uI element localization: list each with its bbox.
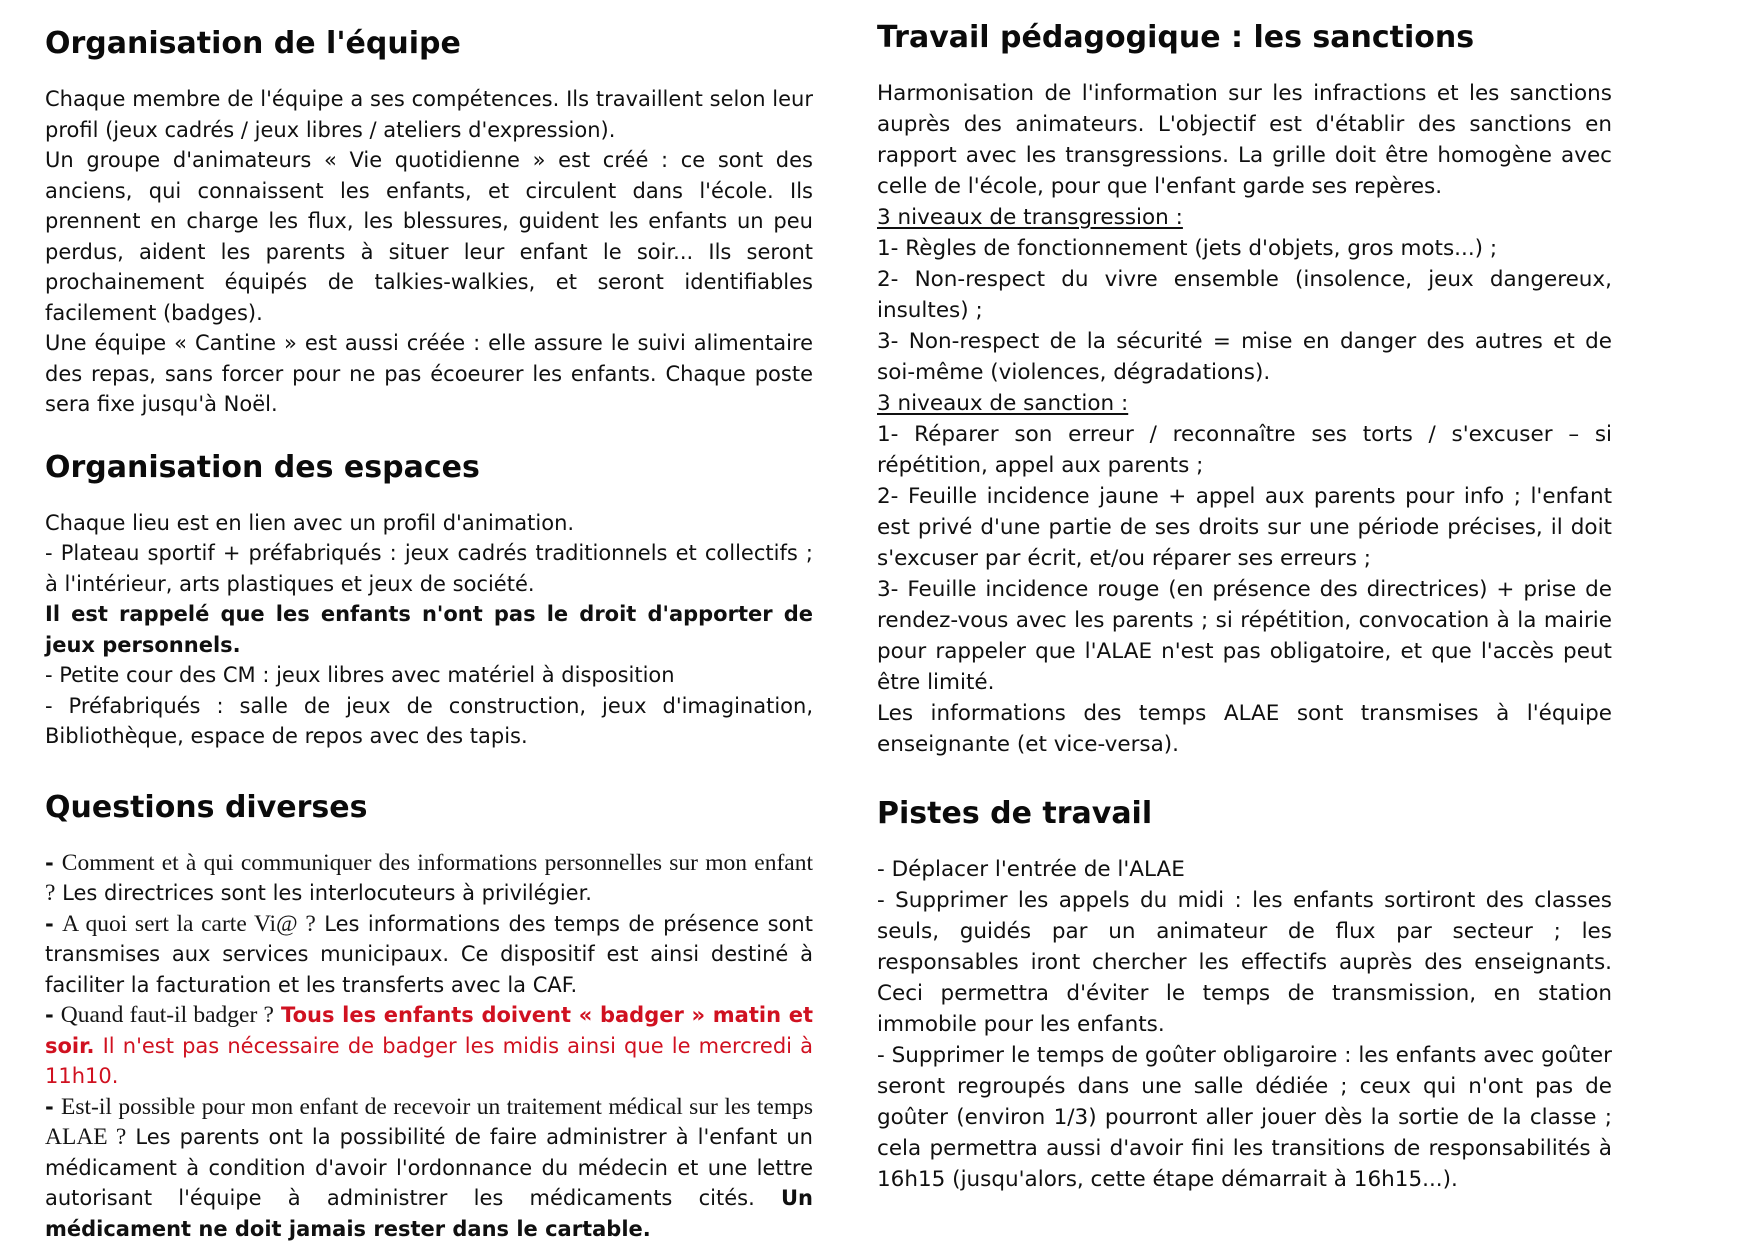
- sanction-item: 3- Feuille incidence rouge (en présence des directrices) + prise de rendez-vous avec les parents ; si répétition, convocation à la mairie pour rappeler que l'ALAE n'est pas obligatoire, et que l'accès peut être limité.: [877, 577, 1612, 695]
- section-organisation-espaces: [45, 450, 813, 752]
- section-questions-diverses: [45, 790, 813, 1241]
- transgression-item: 1- Règles de fonctionnement (jets d'objets, gros mots...) ;: [877, 236, 1498, 261]
- qa-answer-red: Il n'est pas nécessaire de badger les midis ainsi que le mercredi à 11h10.: [45, 1033, 813, 1088]
- paragraph: Chaque lieu est en lien avec un profil d'animation.: [45, 510, 575, 535]
- paragraph: Harmonisation de l'information sur les infractions et les sanctions auprès des animateurs. L'objectif est d'établir des sanctions en rapport avec les transgressions. La grille doit être homogène avec celle de l'école, pour que l'enfant garde ses repères.: [877, 81, 1612, 199]
- list-item: - Supprimer les appels du midi : les enfants sortiront des classes seuls, guidés par un animateur de flux par secteur ; les responsables iront chercher les effectifs auprès des enseignants. Ceci permettra d'éviter le temps de transmission, en station immobile pour les enfants.: [877, 888, 1612, 1037]
- list-item: - Petite cour des CM : jeux libres avec matériel à disposition: [45, 663, 675, 687]
- sanction-item: 2- Feuille incidence jaune + appel aux parents pour info ; l'enfant est privé d'une partie de ses droits sur une période précises, il doit s'excuser par écrit, et/ou réparer ses erreurs ;: [877, 484, 1612, 571]
- subheading-transgressions: 3 niveaux de transgression :: [877, 205, 1183, 230]
- qa-item: [45, 1092, 813, 1241]
- paragraph: Un groupe d'animateurs « Vie quotidienne » est créé : ce sont des anciens, qui connaissent les enfants, et circulent dans l'école. Ils prennent en charge les flux, les blessures, guident les enfants un peu perdus, aident les parents à situer leur enfant le soir... Ils seront prochainement équipés de talkies-walkies, et seront identifiables facilement (badges).: [45, 148, 813, 325]
- qa-dash: -: [45, 850, 54, 875]
- qa-dash: -: [45, 1094, 54, 1119]
- qa-question: A quoi sert la carte Vi@ ?: [62, 910, 316, 937]
- qa-answer-highlight: Tous les enfants doivent « badger » matin et soir.: [45, 1003, 813, 1058]
- qa-answer: Les informations des temps de présence sont transmises aux services municipaux. Ce dispositif est ainsi destiné à faciliter la facturation et les transferts avec la CAF.: [45, 911, 813, 997]
- section-title-pistes-de-travail: Pistes de travail: [877, 796, 1153, 831]
- qa-question: Comment et à qui communiquer des informations personnelles sur mon enfant ?: [45, 849, 813, 906]
- list-item: - Préfabriqués : salle de jeux de construction, jeux d'imagination, Bibliothèque, espace de repos avec des tapis.: [45, 693, 813, 748]
- list-item: - Plateau sportif + préfabriqués : jeux cadrés traditionnels et collectifs ; à l'intérieur, arts plastiques et jeux de société.: [45, 541, 813, 596]
- qa-dash: -: [45, 1003, 54, 1027]
- right-column: [877, 20, 1612, 1195]
- section-title-questions-diverses: Questions diverses: [45, 789, 368, 825]
- paragraph-bold-rule: Il est rappelé que les enfants n'ont pas le droit d'apporter de jeux personnels.: [45, 602, 813, 657]
- section-pistes-de-travail: [877, 796, 1612, 1195]
- paragraph: Chaque membre de l'équipe a ses compétences. Ils travaillent selon leur profil (jeux cadrés / jeux libres / ateliers d'expression).: [45, 87, 813, 142]
- qa-item: [45, 848, 813, 909]
- list-item: - Déplacer l'entrée de l'ALAE: [877, 857, 1185, 882]
- section-title-travail-pedagogique: Travail pédagogique : les sanctions: [877, 20, 1475, 55]
- transgression-item: 2- Non-respect du vivre ensemble (insolence, jeux dangereux, insultes) ;: [877, 267, 1612, 323]
- qa-answer: Les directrices sont les interlocuteurs à privilégier.: [62, 881, 592, 905]
- qa-dash: -: [45, 911, 54, 936]
- paragraph: Une équipe « Cantine » est aussi créée : elle assure le suivi alimentaire des repas, sans forcer pour ne pas écoeurer les enfants. Chaque poste sera fixe jusqu'à Noël.: [45, 331, 813, 416]
- sanction-item: 1- Réparer son erreur / reconnaître ses torts / s'excuser – si répétition, appel aux parents ;: [877, 422, 1612, 478]
- transgression-item: 3- Non-respect de la sécurité = mise en danger des autres et de soi-même (violences, dégradations).: [877, 329, 1612, 385]
- section-title-organisation-espaces: Organisation des espaces: [45, 449, 480, 485]
- qa-answer-bold: Un médicament ne doit jamais rester dans le cartable.: [45, 1186, 813, 1241]
- subheading-sanctions: 3 niveaux de sanction :: [877, 391, 1129, 416]
- section-travail-pedagogique: [877, 20, 1612, 760]
- section-organisation-equipe: [45, 26, 813, 420]
- qa-item: [45, 909, 813, 1001]
- qa-item: [45, 1000, 813, 1092]
- section-title-organisation-equipe: Organisation de l'équipe: [45, 26, 461, 61]
- qa-question: Est-il possible pour mon enfant de recevoir un traitement médical sur les temps ALAE ?: [45, 1093, 813, 1150]
- paragraph: Les informations des temps ALAE sont transmises à l'équipe enseignante (et vice-versa).: [877, 701, 1612, 757]
- list-item: - Supprimer le temps de goûter obligaroire : les enfants avec goûter seront regroupés dans une salle dédiée ; ceux qui n'ont pas de goûter (environ 1/3) pourront aller jouer dès la sortie de la classe ; cela permettra aussi d'avoir fini les transitions de responsabilités à 16h15 (jusqu'alors, cette étape démarrait à 16h15...).: [877, 1043, 1612, 1192]
- qa-question: Quand faut-il badger ?: [60, 1002, 274, 1028]
- left-column: [45, 26, 813, 1241]
- qa-answer: Les parents ont la possibilité de faire administrer à l'enfant un médicament à condition d'avoir l'ordonnance du médecin et une lettre autorisant l'équipe à administrer les médicaments cités.: [45, 1125, 813, 1210]
